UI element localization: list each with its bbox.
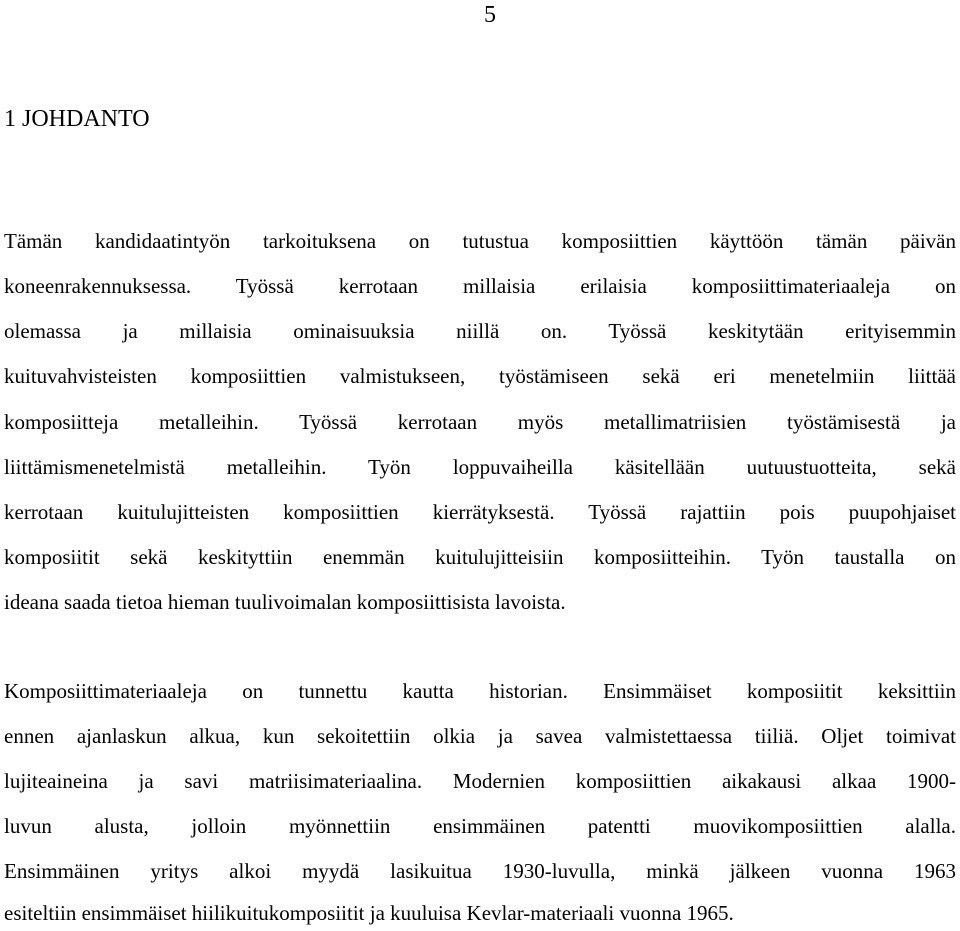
text-line: Komposiittimateriaaleja on tunnettu kautta historian. Ensimmäiset komposiitit keksittiin	[4, 679, 956, 703]
text-line: olemassa ja millaisia ominaisuuksia niillä on. Työssä keskitytään erityisemmin	[4, 319, 956, 343]
text-line: komposiitit sekä keskityttiin enemmän kuitulujitteisiin komposiitteihin. Työn taustalla on	[4, 545, 956, 569]
chapter-heading: 1 JOHDANTO	[4, 106, 150, 132]
text-line: kuituvahvisteisten komposiittien valmistukseen, työstämiseen sekä eri menetelmiin liittää	[4, 364, 956, 388]
text-line: lujiteaineina ja savi matriisimateriaalina. Modernien komposiittien aikakausi alkaa 1900-	[4, 769, 956, 793]
text-line: Ensimmäinen yritys alkoi myydä lasikuitua 1930-luvulla, minkä jälkeen vuonna 1963	[4, 859, 956, 883]
text-line: komposiitteja metalleihin. Työssä kerrotaan myös metallimatriisien työstämisestä ja	[4, 410, 956, 434]
text-line: esiteltiin ensimmäiset hiilikuitukomposiitit ja kuuluisa Kevlar-materiaali vuonna 1965.	[4, 901, 734, 925]
text-line: kerrotaan kuitulujitteisten komposiittien kierrätyksestä. Työssä rajattiin pois puupohjaiset	[4, 500, 956, 524]
text-line: Tämän kandidaatintyön tarkoituksena on tutustua komposiittien käyttöön tämän päivän	[4, 229, 956, 253]
text-line: luvun alusta, jolloin myönnettiin ensimmäinen patentti muovikomposiittien alalla.	[4, 814, 956, 838]
page-number: 5	[484, 2, 496, 28]
text-line: liittämismenetelmistä metalleihin. Työn loppuvaiheilla käsitellään uutuustuotteita, sekä	[4, 455, 956, 479]
text-line: ideana saada tietoa hieman tuulivoimalan komposiittisista lavoista.	[4, 590, 566, 614]
text-line: koneenrakennuksessa. Työssä kerrotaan millaisia erilaisia komposiittimateriaaleja on	[4, 274, 956, 298]
text-line: ennen ajanlaskun alkua, kun sekoitettiin olkia ja savea valmistettaessa tiiliä. Oljet toimivat	[4, 724, 956, 748]
